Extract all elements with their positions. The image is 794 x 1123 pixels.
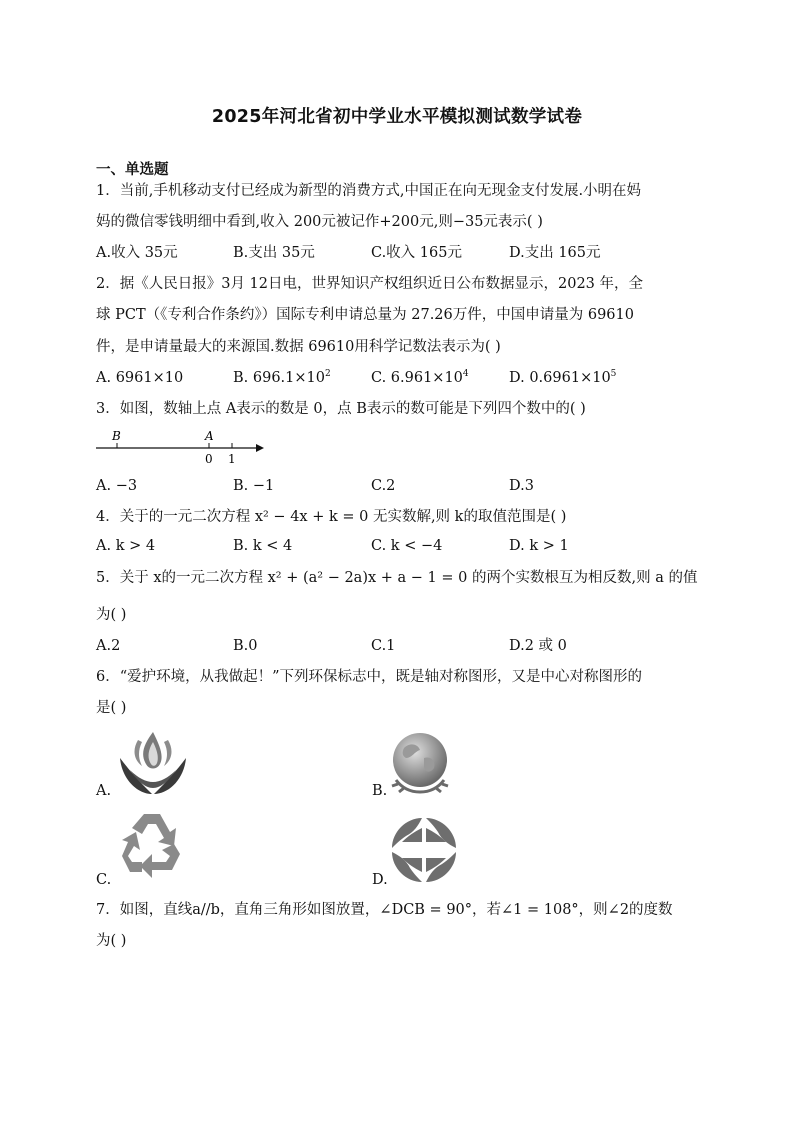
option-b: B. −1 [233, 478, 275, 494]
option-d-label: D. [372, 872, 388, 888]
four-petal-logo-icon [388, 814, 460, 886]
option-b: B.支出 35元 [233, 245, 315, 261]
tick-1-label: 1 [228, 452, 236, 466]
question-6-line-1: 6．“爱护环境，从我做起！”下列环保标志中，既是轴对称图形，又是中心对称图形的 [96, 669, 643, 685]
tick-0-label: 0 [205, 452, 213, 466]
option-d: D.3 [509, 478, 534, 494]
option-c: C.收入 165元 [371, 245, 462, 261]
point-a-label: A [205, 429, 214, 443]
option-d: D. k > 1 [509, 538, 569, 554]
point-b-label: B [112, 429, 121, 443]
option-d-exponent: 5 [610, 369, 617, 380]
option-a: A. −3 [96, 478, 138, 494]
flame-leaves-logo-icon [116, 728, 190, 798]
section-heading: 一、单选题 [96, 162, 169, 178]
option-b: B. k < 4 [233, 538, 293, 554]
option-d: D.2 或 0 [509, 638, 567, 654]
option-a-text: A. 6961×10 [96, 370, 184, 386]
option-b-label: B. [372, 783, 388, 799]
option-c: C. k < −4 [371, 538, 443, 554]
option-d [509, 368, 616, 388]
question-3-line-1: 3．如图，数轴上点 A表示的数是 0，点 B表示的数可能是下列四个数中的( ) [96, 401, 586, 417]
number-line-figure [96, 426, 276, 466]
question-6-line-2: 是( ) [96, 700, 127, 716]
option-b-text: B. 696.1×10 [233, 370, 325, 386]
option-a: A.收入 35元 [96, 245, 178, 261]
option-c: C.1 [371, 638, 396, 654]
question-7-line-2: 为( ) [96, 933, 127, 949]
question-2-line-2: 球 PCT（《专利合作条约》）国际专利申请总量为 27.26万件，中国申请量为 69610 [96, 307, 634, 323]
question-2-line-1: 2．据《人民日报》3月 12日电，世界知识产权组织近日公布数据显示，2023 年，全 [96, 276, 644, 292]
option-a: A.2 [96, 638, 121, 654]
option-d-text: D. 0.6961×10 [509, 370, 611, 386]
question-7-line-1: 7．如图，直线a//b，直角三角形如图放置，∠DCB = 90°，若∠1 = 108°，则∠2的度数 [96, 902, 673, 918]
recycle-icon [114, 810, 190, 882]
question-5-line-1: 5．关于 x的一元二次方程 x² + (a² − 2a)x + a − 1 = 0 的两个实数根互为相反数,则 a 的值 [96, 570, 698, 586]
option-a-label: A. [96, 783, 112, 799]
option-a [96, 368, 183, 388]
question-1-line-2: 妈的微信零钱明细中看到,收入 200元被记作+200元,则−35元表示( ) [96, 214, 543, 230]
question-2-line-3: 件，是申请量最大的来源国.数据 69610用科学记数法表示为( ) [96, 339, 501, 355]
question-4-line-1: 4．关于的一元二次方程 x² − 4x + k = 0 无实数解,则 k的取值范围是( ) [96, 509, 567, 525]
option-c [371, 368, 469, 388]
question-5-line-2: 为( ) [96, 607, 127, 623]
option-d: D.支出 165元 [509, 245, 601, 261]
question-1-line-1: 1．当前,手机移动支付已经成为新型的消费方式,中国正在向无现金支付发展.小明在妈 [96, 183, 642, 199]
option-c: C.2 [371, 478, 396, 494]
option-a: A. k > 4 [96, 538, 156, 554]
option-b-exponent: 2 [324, 369, 331, 380]
option-b [233, 368, 331, 388]
option-c-exponent: 4 [462, 369, 469, 380]
option-c-text: C. 6.961×10 [371, 370, 463, 386]
option-c-label: C. [96, 872, 112, 888]
globe-with-leaves-icon [384, 728, 456, 800]
option-b: B.0 [233, 638, 258, 654]
page-title: 2025年河北省初中学业水平模拟测试数学试卷 [211, 107, 583, 127]
